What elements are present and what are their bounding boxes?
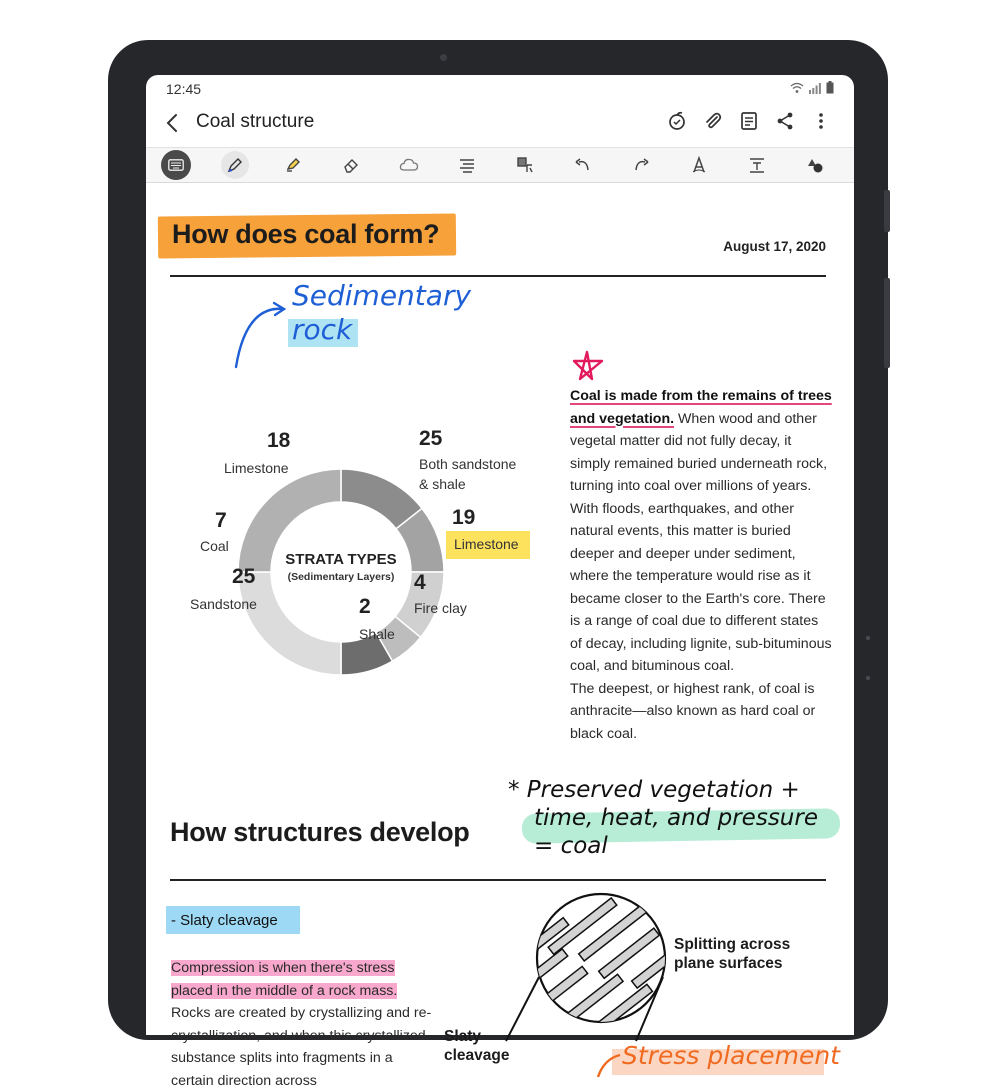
label-name: Shale <box>359 626 395 642</box>
stress-arrow <box>592 1051 622 1081</box>
side-dot <box>866 636 870 640</box>
highlighter-tool[interactable] <box>264 148 322 182</box>
note-title: Coal structure <box>196 111 315 132</box>
slaty-cleavage-label: - Slaty cleavage <box>171 912 278 929</box>
handwritten-arrow <box>226 301 290 371</box>
keyboard-tool-bg <box>161 150 191 180</box>
shapes-icon <box>806 156 824 174</box>
handwritten-equation-1: * Preserved vegetation + <box>508 777 800 803</box>
compression-paragraph <box>171 957 433 1092</box>
splitting-label <box>674 935 790 974</box>
divider-line <box>170 275 826 277</box>
compression-line-2: placed in the middle of a rock mass. <box>171 982 398 999</box>
star-doodle-icon <box>570 349 606 383</box>
status-bar <box>146 75 854 101</box>
label-name: Fire clay <box>414 600 467 616</box>
selection-tool[interactable] <box>496 148 554 182</box>
keyboard-icon <box>168 159 184 171</box>
lasso-icon <box>399 157 419 173</box>
coal-paragraph-body: When wood and other vegetal matter did not fully decay, it simply remained buried underneath rock, turning into coal over millions of years. With floods, earthquakes, and other natural events, this matter is buried deeper and deeper under sediment, where the temperature would rise as it became closer to the Earth's core. There is a range of coal due to different states of decay, including lignite, sub-bituminous coal, and bituminous coal. <box>570 410 832 674</box>
label-name: Sandstone <box>190 596 257 612</box>
pen-icon <box>227 157 243 173</box>
wifi-icon <box>790 82 804 94</box>
text-style-icon <box>690 156 708 174</box>
back-button[interactable] <box>160 109 184 137</box>
handwritten-rock: rock <box>292 313 353 346</box>
label-value: 2 <box>359 595 371 618</box>
undo-tool[interactable] <box>554 148 612 182</box>
share-icon <box>775 111 795 131</box>
screen <box>146 75 854 1089</box>
coal-paragraph-bold: Coal is made from the remains of trees and vegetation. <box>570 388 832 427</box>
power-button <box>884 278 890 368</box>
title-actions <box>666 109 832 133</box>
handwritten-sedimentary: Sedimentary <box>292 279 472 312</box>
compression-line-1: Compression is when there's stress <box>171 960 395 976</box>
label-name: Limestone <box>454 536 519 552</box>
lasso-tool[interactable] <box>380 148 438 182</box>
label-value: 18 <box>267 429 291 452</box>
label-value: 4 <box>414 571 426 594</box>
slaty-diagram-label-1: Slaty <box>444 1028 482 1045</box>
status-time: 12:45 <box>166 81 202 97</box>
highlighter-icon <box>284 156 302 174</box>
label-name: Limestone <box>224 460 289 476</box>
label-value: 25 <box>232 565 256 588</box>
title-bar <box>146 103 854 143</box>
redo-tool[interactable] <box>612 148 670 182</box>
text-box-icon <box>748 156 766 174</box>
text-align-tool[interactable] <box>438 148 496 182</box>
divider-line <box>170 879 826 881</box>
note-heading: How does coal form? <box>172 219 440 249</box>
redo-icon <box>632 157 650 173</box>
share-button[interactable] <box>774 109 796 133</box>
eraser-icon <box>342 156 360 174</box>
page-button[interactable] <box>738 109 760 133</box>
selection-icon <box>516 156 534 174</box>
side-dot <box>866 676 870 680</box>
shapes-tool[interactable] <box>786 148 844 182</box>
battery-icon <box>826 81 834 94</box>
donut-center <box>276 551 406 583</box>
page-icon <box>740 111 758 131</box>
handwritten-equation-2: time, heat, and pressure <box>534 805 818 831</box>
undo-icon <box>574 157 592 173</box>
front-camera <box>440 54 447 61</box>
coal-paragraph <box>570 385 832 745</box>
sticker-button[interactable] <box>666 109 688 133</box>
text-box-tool[interactable] <box>728 148 786 182</box>
slaty-diagram-label <box>444 1027 510 1066</box>
pen-toolbar <box>146 147 854 183</box>
donut-subtitle: (Sedimentary Layers) <box>287 571 395 583</box>
text-align-icon <box>458 157 476 173</box>
label-value: 25 <box>419 427 443 450</box>
coal-paragraph-2: The deepest, or highest rank, of coal is anthracite—also known as hard coal or black coal. <box>570 680 816 742</box>
text-style-tool[interactable] <box>670 148 728 182</box>
more-button[interactable] <box>810 109 832 133</box>
label-value: 19 <box>452 506 476 529</box>
handwritten-equation-3: = coal <box>534 833 608 859</box>
slaty-diagram-label-2: cleavage <box>444 1047 510 1065</box>
rocks-paragraph: Rocks are created by crystallizing and re-crystallization, and when this crystallized substance splits into fragments in a certain direction across <box>171 1005 432 1089</box>
chevron-left-icon <box>166 113 178 133</box>
keyboard-tool[interactable] <box>146 148 206 182</box>
donut-title: STRATA TYPES <box>285 551 397 568</box>
sticker-icon <box>667 111 687 131</box>
cleavage-diagram <box>506 891 676 1041</box>
stress-placement-label: Stress placement <box>622 1041 840 1070</box>
section-heading: How structures develop <box>170 817 470 847</box>
attach-button[interactable] <box>702 109 724 133</box>
splitting-label-2: plane surfaces <box>674 955 783 973</box>
volume-button <box>884 190 890 232</box>
note-date: August 17, 2020 <box>723 239 826 254</box>
pen-tool-bg <box>221 151 249 179</box>
more-vertical-icon <box>818 111 824 131</box>
pen-tool[interactable] <box>206 148 264 182</box>
status-icons <box>790 81 834 94</box>
attach-icon <box>703 111 723 131</box>
splitting-label-1: Splitting across <box>674 936 791 953</box>
signal-icon <box>809 82 821 94</box>
label-value: 7 <box>215 509 227 532</box>
label-name: Coal <box>200 538 229 554</box>
eraser-tool[interactable] <box>322 148 380 182</box>
label-name: Both sandstone & shale <box>419 456 517 492</box>
note-canvas[interactable] <box>146 183 854 1089</box>
